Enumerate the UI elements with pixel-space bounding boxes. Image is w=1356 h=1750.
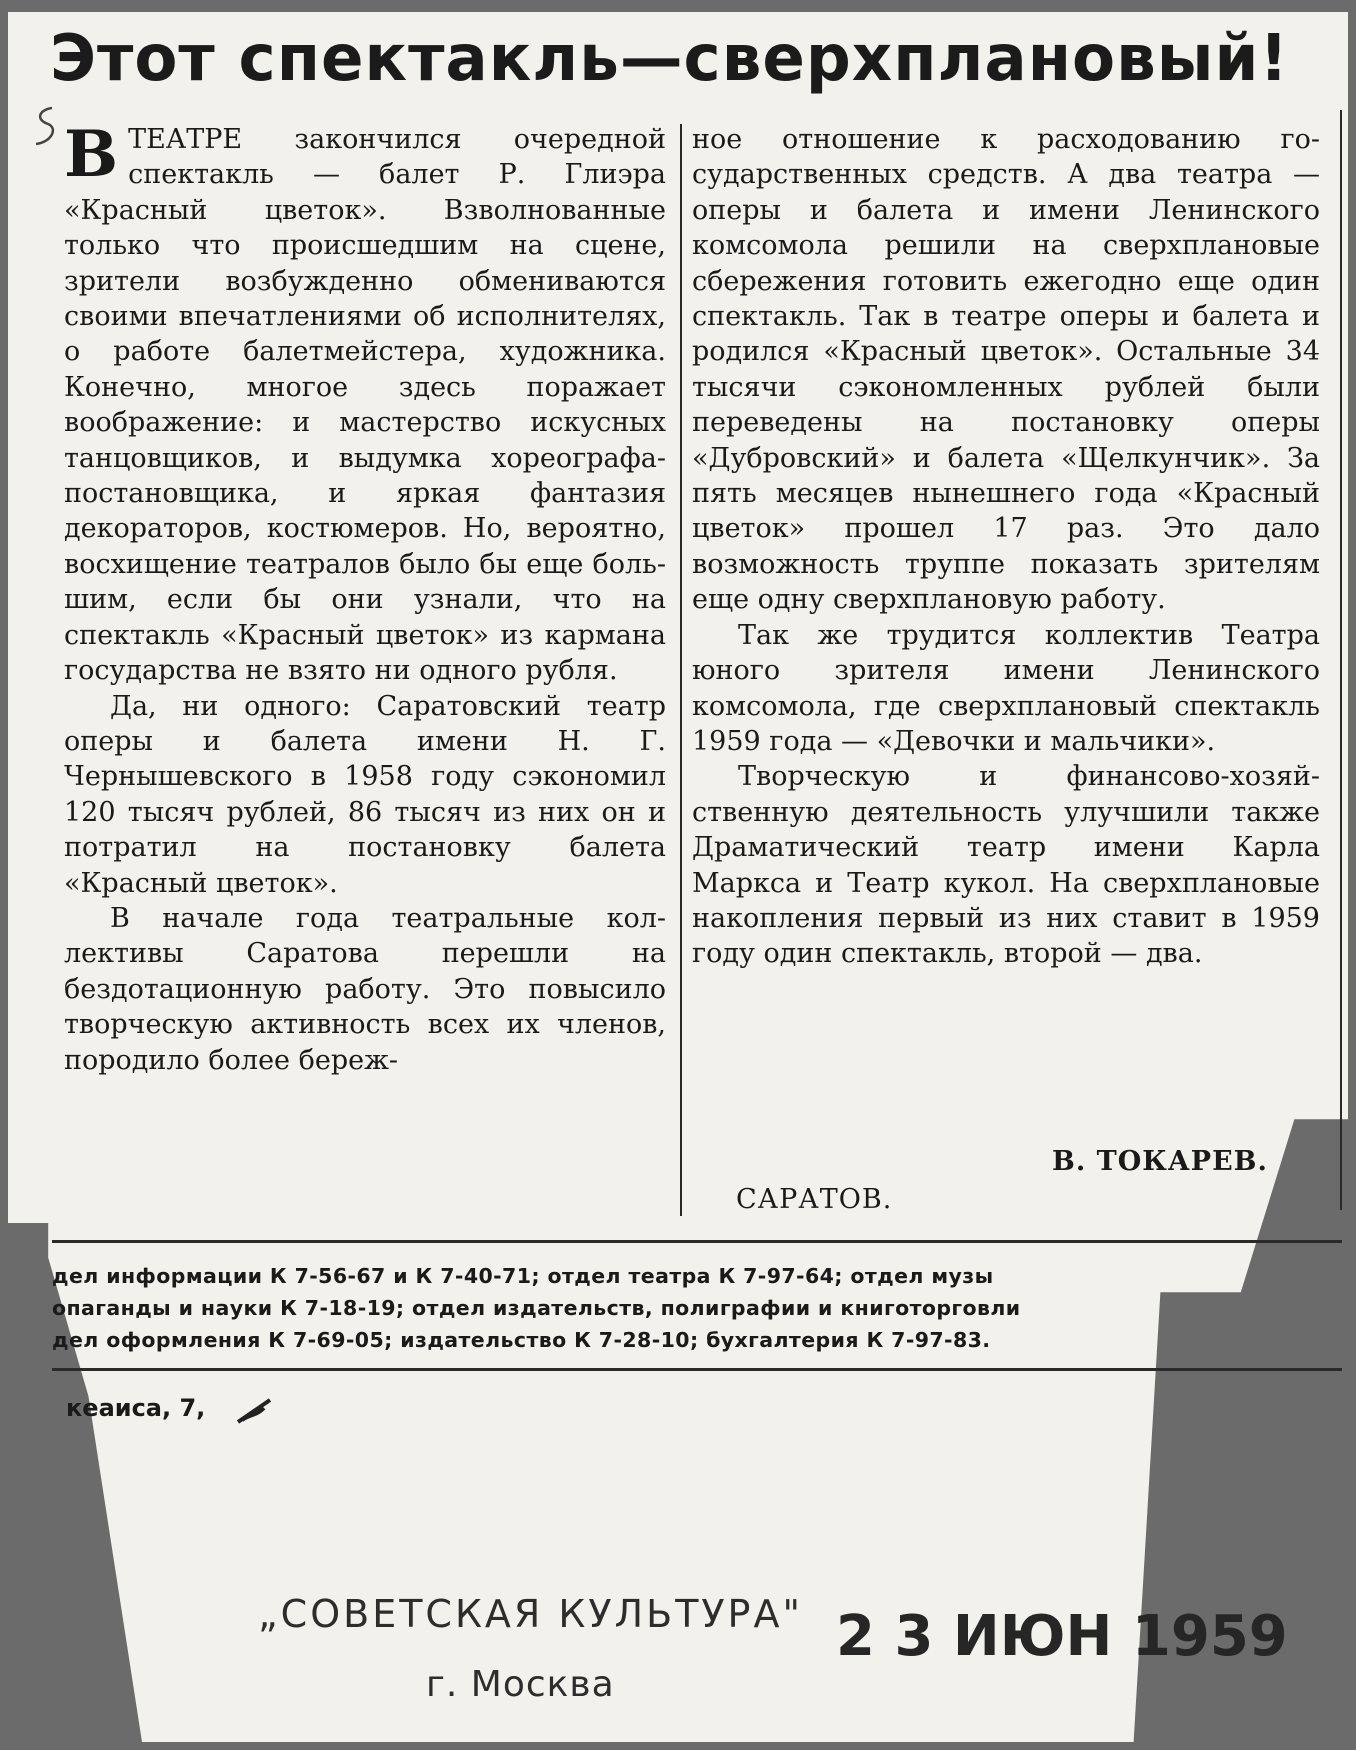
- article-paragraph: Так же трудится коллектив Театра юного зрителя имени Ленинского комсомола, где сверхплановый спектакль 1959 года — «Девочки и мальчики».: [692, 619, 1320, 757]
- stamp-city: г. Москва: [426, 1664, 615, 1705]
- footer-rule-top: [52, 1240, 1342, 1243]
- column-divider: [680, 124, 682, 1216]
- article-paragraph: ВТЕАТРЕ закончился очередной спектакль — балет Р. Глиэра «Красный цветок». Взволнованные только что происшедшим на сцене, зрители возбужденно обмениваются своими впечатлениями об исполнителях, о работе балетмейстера, художника. Конечно, многое здесь поражает воображение: и мастерство искусных танцовщиков, и выдумка хореографа-постановщика, и яркая фантазия декораторов, костюмеров. Но, вероятно, восхищение театралов было бы еще большим, если бы они узнали, что на спектакль «Красный цветок» из кармана государства не взято ни одного рубля.: [64, 117, 666, 687]
- article-dateline: САРАТОВ.: [736, 1184, 893, 1215]
- pen-mark-icon: [234, 1396, 274, 1426]
- drop-cap: В: [64, 117, 119, 192]
- article-paragraph: В начале года театральные коллективы Саратова перешли на бездотационную работу. Это повысило творческую активность всех их членов, породило более береж-: [64, 902, 666, 1076]
- author-signature: В. ТОКАРЕВ.: [1052, 1146, 1268, 1177]
- article-paragraph: Творческую и финансово-хозяйственную деятельность улучшили также Драматический театр имени Карла Маркса и Театр кукол. На сверхплановые накопления первый из них ставит в 1959 году один спектакль, второй — два.: [692, 761, 1320, 970]
- stamp-date: 2 3 ИЮН 1959: [836, 1604, 1288, 1669]
- article-column-left: [64, 117, 666, 1078]
- footer-contact-line: дел оформления К 7-69-05; издательство К 7-28-10; бухгалтерия К 7-97-83.: [52, 1328, 991, 1352]
- article-headline: Этот спектакль—сверхплановый!: [50, 22, 1289, 96]
- footer-rule-bottom: [52, 1368, 1342, 1371]
- article-paragraph: Да, ни одного: Саратовский театр оперы и балета имени Н. Г. Чернышевского в 1958 году сэкономил 120 тысяч рублей, 86 тысяч из них он и потратил на постановку балета «Красный цветок».: [64, 690, 666, 899]
- footer-contact-line: дел информации К 7-56-67 и К 7-40-71; отдел театра К 7-97-64; отдел музы: [52, 1264, 994, 1288]
- clipping-edge-rule: [1340, 110, 1342, 1210]
- stamp-publication: „СОВЕТСКАЯ КУЛЬТУРА": [258, 1592, 803, 1636]
- article-paragraph: ное отношение к расходованию государственных средств. А два театра — оперы и балета и имени Ленинского комсомола решили на сверхплановые сбережения готовить ежегодно еще один спектакль. Так в театре оперы и балета и родился «Красный цветок». Остальные 34 тысячи сэкономленных рублей были переведены на постановку оперы «Дубровский» и балета «Щелкунчик». За пять месяцев нынешнего года «Красный цветок» прошел 17 раз. Это дало возможность труппе показать зрителям еще одну сверхплановую работу.: [692, 124, 1320, 616]
- footer-contact-line: опаганды и науки К 7-18-19; отдел издательств, полиграфии и книготорговли: [52, 1296, 1021, 1320]
- article-column-right: [692, 122, 1320, 972]
- footer-address: кеаиса, 7,: [66, 1394, 206, 1422]
